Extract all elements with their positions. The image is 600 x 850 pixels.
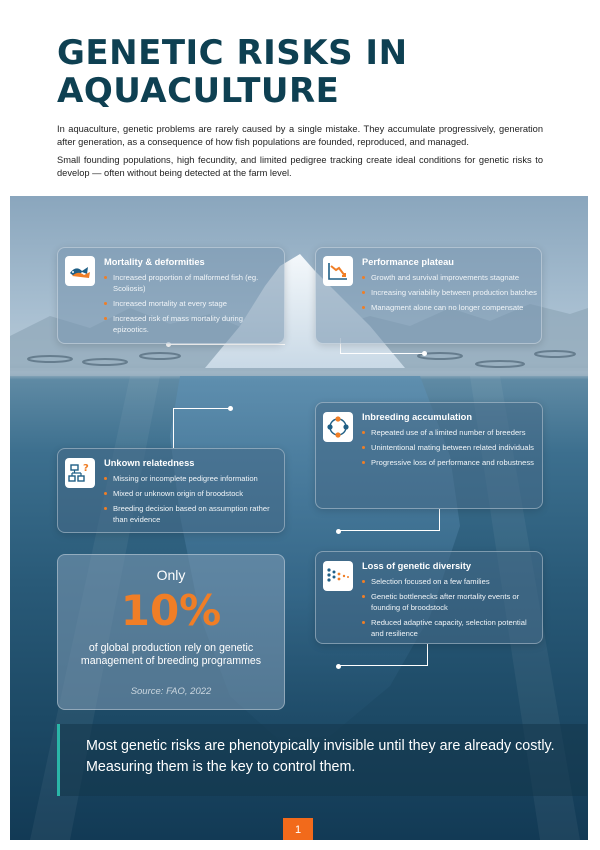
card-performance-plateau (315, 247, 542, 344)
connector-mortality (170, 344, 285, 345)
card-title: Loss of genetic diversity (362, 561, 472, 571)
intro-paragraph-1: In aquaculture, genetic problems are rarely caused by a single mistake. They accumulate progressively, generation after generation, as a consequence of how fish populations are founded, reproduced, and managed. (57, 124, 543, 147)
connector-inbreeding (340, 509, 440, 531)
connector-dot (228, 406, 233, 411)
card-list (104, 473, 279, 529)
connector-relatedness (173, 408, 231, 448)
card-inbreeding-accumulation (315, 402, 543, 509)
fading-dots-icon (323, 561, 353, 591)
list-item: Reduced adaptive capacity, selection potential and resilience (362, 617, 537, 640)
page-number-badge: 1 (283, 818, 313, 840)
list-item: Selection focused on a few families (362, 576, 537, 587)
list-item: Unintentional mating between related individuals (362, 442, 537, 453)
list-item: Growth and survival improvements stagnate (362, 272, 537, 283)
stat-card (57, 554, 285, 710)
intro-paragraph-2: Small founding populations, high fecundity, and limited pedigree tracking create ideal conditions for genetic risks to develop — often without being detected at the farm level. (57, 155, 543, 178)
stat-value: 10% (120, 586, 222, 635)
card-title: Inbreeding accumulation (362, 412, 473, 422)
pedigree-question-icon (65, 458, 95, 488)
page-title: GENETIC RISKS IN AQUACULTURE (57, 33, 408, 111)
connector-dot (336, 529, 341, 534)
declining-chart-icon (323, 256, 353, 286)
connector-dot (336, 664, 341, 669)
list-item: Increased mortality at every stage (104, 298, 279, 309)
cycle-network-icon (323, 412, 353, 442)
list-item: Increased risk of mass mortality during epizootics. (104, 313, 279, 336)
list-item: Increased proportion of malformed fish (eg. Scoliosis) (104, 272, 279, 295)
card-title: Unkown relatedness (104, 458, 195, 468)
iceberg-illustration (10, 196, 588, 840)
card-mortality-deformities (57, 247, 285, 344)
list-item: Mixed or unknown origin of broodstock (104, 488, 279, 499)
list-item: Repeated use of a limited number of breeders (362, 427, 537, 438)
svg-text:?: ? (83, 463, 89, 474)
card-title: Performance plateau (362, 257, 454, 267)
stat-description: of global production rely on genetic management of breeding programmes (80, 642, 262, 667)
list-item: Breeding decision based on assumption rather than evidence (104, 503, 279, 526)
key-message-quote (57, 724, 587, 796)
card-list (104, 272, 279, 339)
card-list (362, 427, 537, 471)
deformed-fish-icon (65, 256, 95, 286)
list-item: Progressive loss of performance and robustness (362, 457, 537, 468)
card-unknown-relatedness (57, 448, 285, 533)
list-item: Missing or incomplete pedigree information (104, 473, 279, 484)
connector-dot (422, 351, 427, 356)
connector-diversity (340, 644, 428, 666)
card-list (362, 272, 537, 316)
card-list (362, 576, 537, 643)
list-item: Managment alone can no longer compensate (362, 302, 537, 313)
card-title: Mortality & deformities (104, 257, 205, 267)
stat-source: Source: FAO, 2022 (130, 686, 212, 697)
list-item: Genetic bottlenecks after mortality events or founding of broodstock (362, 591, 537, 614)
card-loss-genetic-diversity (315, 551, 543, 644)
quote-text: Most genetic risks are phenotypically invisible until they are already costly. Measuring them is the key to control them. (86, 738, 555, 775)
list-item: Increasing variability between production batches (362, 287, 537, 298)
stat-lead: Only (156, 567, 186, 583)
